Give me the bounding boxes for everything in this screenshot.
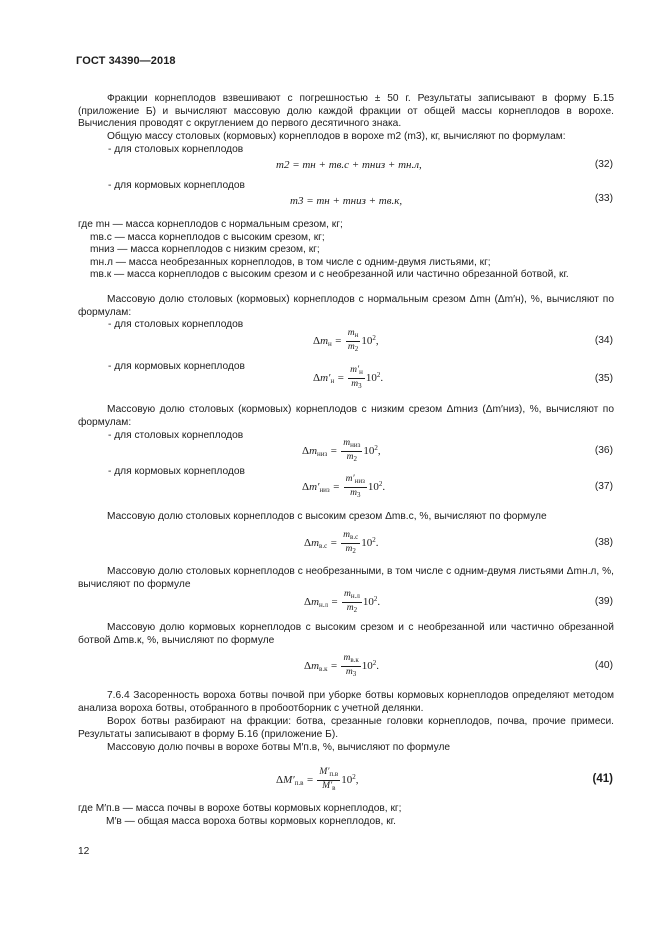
equation-number-41: (41) (592, 773, 613, 785)
where-label: где (78, 803, 93, 814)
formula-32: m2 = mн + mв.с + mниз + mн.л, (276, 159, 422, 171)
document-header: ГОСТ 34390—2018 (76, 55, 176, 67)
list-item-table-roots: - для столовых корнеплодов (108, 144, 244, 155)
where-label: где (78, 219, 93, 230)
definitions-list-tops (78, 803, 618, 828)
list-item-table-roots: - для столовых корнеплодов (108, 430, 244, 441)
equation-number-39: (39) (594, 596, 613, 607)
formula-38: $\Delta m_{в.с}$ = $\frac{m_{в.с}}{m_2}$ $10^2$. (304, 530, 379, 555)
equation-number-37: (37) (594, 481, 613, 492)
equation-number-36: (36) (594, 445, 613, 456)
paragraph-7-6-4: 7.6.4 Засоренность вороха ботвы почвой при уборке ботвы кормовых корнеплодов определяют методом анализа вороха ботвы, отобранного в пробоотборник с учетной делянки. (78, 690, 614, 714)
formula-40: $\Delta m_{в.к}$ = $\frac{m_{в.к}}{m_3}$ $10^2$. (304, 653, 380, 678)
definition-item: M′в — общая масса вороха ботвы кормовых корнеплодов, кг. (106, 815, 396, 827)
formula-41: $\Delta M'_{п.в}$ = $\frac{M'_{п.в}}{M'_в}$ $10^2$, (276, 767, 359, 792)
equation-number-38: (38) (594, 537, 613, 548)
definition-item: mниз — масса корнеплодов с низким срезом, кг; (90, 244, 320, 256)
formula-37: $\Delta m'_{низ}$ = $\frac{m'_{низ}}{m_3}$ $10^2$. (302, 474, 386, 499)
equation-number-34: (34) (594, 335, 613, 346)
paragraph-fractions-tops: Ворох ботвы разбирают на фракции: ботва, срезанные головки корнеплодов, почва, прочие примеси. Результаты записывают в форму Б.16 (приложение Б). (78, 716, 614, 740)
definition-item: mн — масса корнеплодов с нормальным срезом, кг; (95, 219, 343, 230)
list-item-table-roots: - для столовых корнеплодов (108, 319, 244, 330)
list-item-fodder-roots: - для кормовых корнеплодов (108, 466, 245, 477)
page-number: 12 (78, 846, 90, 857)
definition-item: M′п.в — масса почвы в ворохе ботвы кормовых корнеплодов, кг; (95, 803, 402, 814)
list-item-fodder-roots: - для кормовых корнеплодов (108, 180, 245, 191)
paragraph-fractions: Фракции корнеплодов взвешивают с погрешностью ± 50 г. Результаты записывают в форму Б.15 (приложение Б) и вычисляют массовую долю каждой фракции от общей массы корнеплодов в ворохе. Вычисления проводят с округлением до первого десятичного знака. (78, 93, 614, 130)
equation-number-35: (35) (594, 373, 613, 384)
paragraph-uncut-leaves: Массовую долю столовых корнеплодов с необрезанными, в том числе с одним-двумя листьями Δmн.л, %, вычисляют по формуле (78, 566, 614, 590)
formula-33: m3 = mн + mниз + mв.к, (290, 195, 403, 207)
paragraph-high-cut: Массовую долю столовых корнеплодов с высоким срезом Δmв.с, %, вычисляют по формуле (107, 511, 547, 522)
paragraph-soil-share: Массовую долю почвы в ворохе ботвы M′п.в, %, вычисляют по формуле (107, 742, 451, 753)
definition-item: mв.к — масса корнеплодов с высоким срезом и с необрезанной или частично обрезанной ботвой, кг. (90, 269, 569, 281)
definitions-list (78, 219, 618, 282)
list-item-fodder-roots: - для кормовых корнеплодов (108, 361, 245, 372)
definition-item: mн.л — масса необрезанных корнеплодов, в том числе с одним-двумя листьями, кг; (90, 256, 491, 268)
formula-35: $\Delta m'_н$ = $\frac{m'_н}{m_3}$ $10^2$. (313, 365, 384, 390)
formula-39: $\Delta m_{н.л}$ = $\frac{m_{н.л}}{m_2}$ $10^2$. (304, 589, 381, 614)
equation-number-40: (40) (594, 660, 613, 671)
definition-item: mв.с — масса корнеплодов с высоким срезом, кг; (90, 231, 325, 243)
paragraph-high-cut-tops: Массовую долю кормовых корнеплодов с высоким срезом и с необрезанной или частично обрезанной ботвой Δmв.к, %, вычисляют по формуле (78, 622, 614, 646)
paragraph-low-cut: Массовую долю столовых (кормовых) корнеплодов с низким срезом Δmниз (Δm′низ), %, вычисляют по формулам: (78, 404, 614, 428)
paragraph-total-mass: Общую массу столовых (кормовых) корнеплодов в ворохе m2 (m3), кг, вычисляют по формулам: (107, 131, 566, 142)
equation-number-32: (32) (594, 159, 613, 170)
equation-number-33: (33) (594, 193, 613, 204)
paragraph-normal-cut: Массовую долю столовых (кормовых) корнеплодов с нормальным срезом Δmн (Δm′н), %, вычисляют по формулам: (78, 294, 614, 318)
formula-36: $\Delta m_{низ}$ = $\frac{m_{низ}}{m_2}$ $10^2$, (302, 438, 381, 463)
formula-34: $\Delta m_н$ = $\frac{m_н}{m_2}$ $10^2$, (313, 328, 379, 353)
